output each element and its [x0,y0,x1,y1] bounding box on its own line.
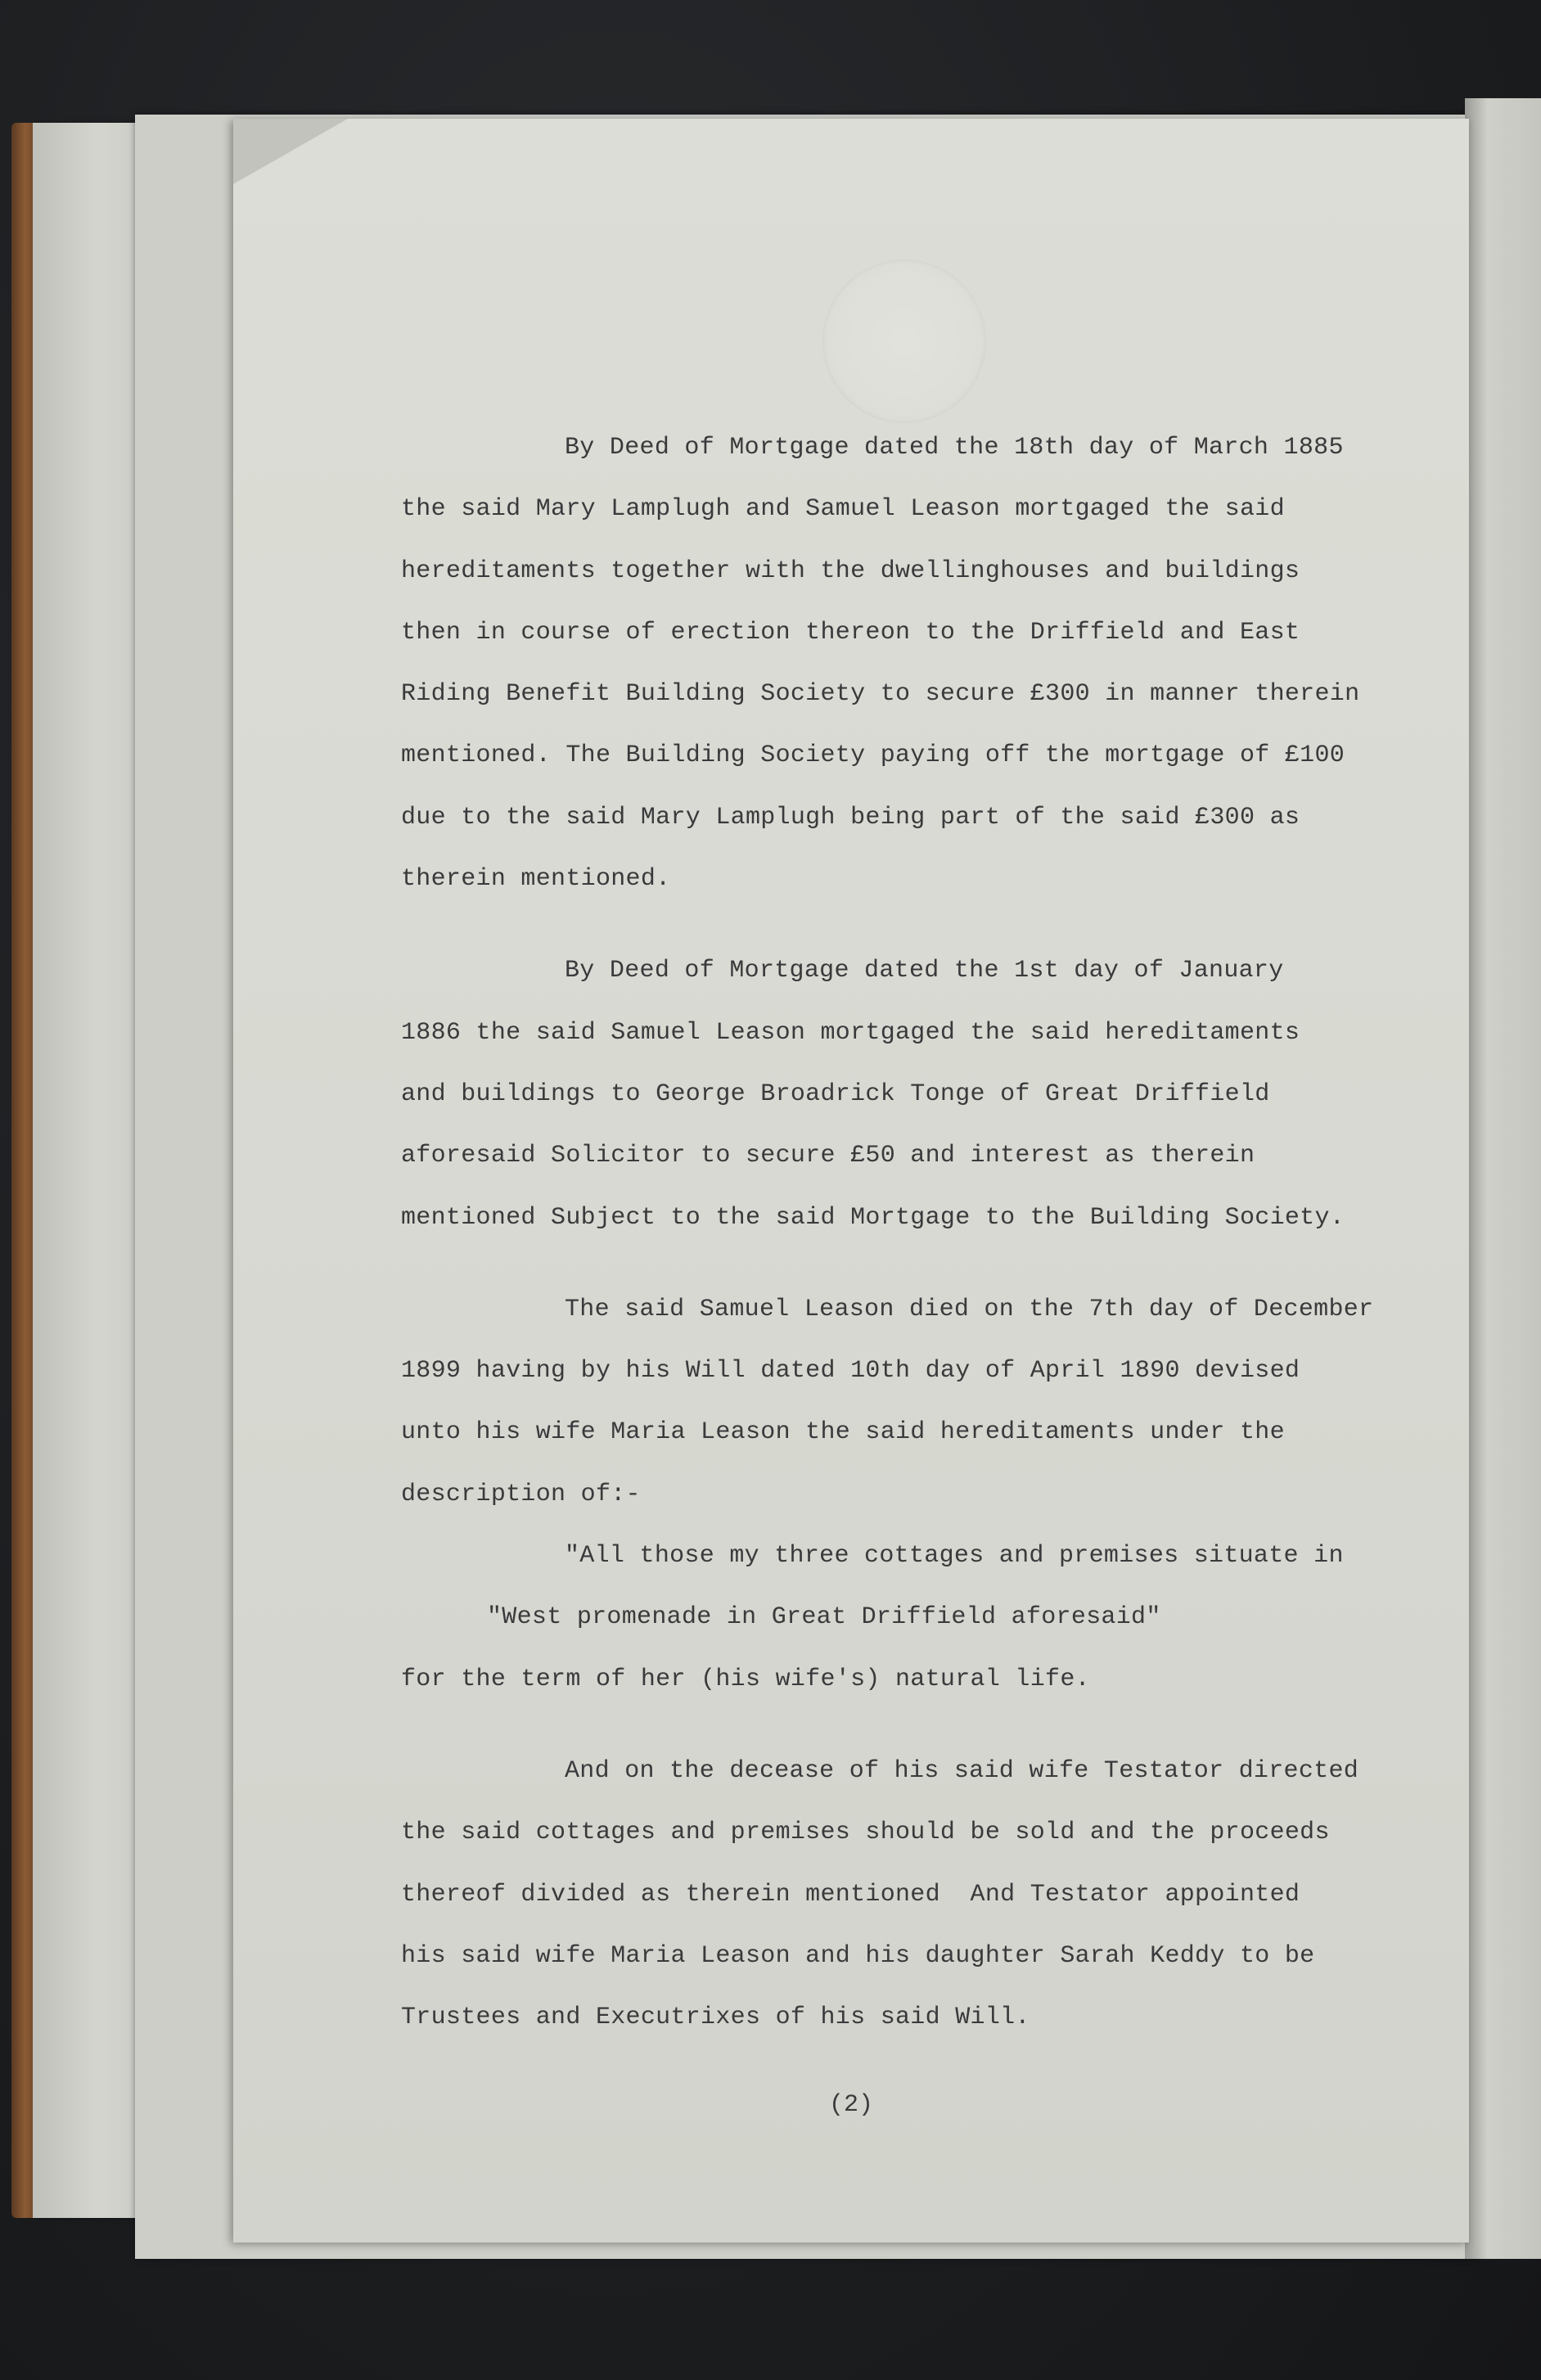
text-line: the said cottages and premises should be sold and the proceeds [401,1819,1330,1847]
text-line: his said wife Maria Leason and his daughter Sarah Keddy to be [401,1941,1315,1970]
text-line: the said Mary Lamplugh and Samuel Leason mortgaged the said [401,495,1285,524]
paragraph-gap [401,910,1457,940]
text-line: By Deed of Mortgage dated the 18th day of March 1885 [565,434,1344,462]
document-page [233,119,1469,2243]
folded-corner [233,119,348,184]
embossed-seal-icon [822,259,986,423]
document-body [401,417,1457,2049]
right-page-stack [1465,98,1541,2259]
text-line: 1886 the said Samuel Leason mortgaged the said hereditaments [401,1018,1300,1047]
text-line: aforesaid Solicitor to secure £50 and interest as therein [401,1142,1255,1170]
text-line: And on the decease of his said wife Testator directed [565,1756,1359,1785]
page-number: (2) [828,2091,873,2119]
text-line: mentioned Subject to the said Mortgage to the Building Society. [401,1203,1345,1232]
text-line: thereof divided as therein mentioned And Testator appointed [401,1880,1300,1909]
quoted-line: "All those my three cottages and premises situate in [565,1542,1344,1571]
text-line: unto his wife Maria Leason the said hereditaments under the [401,1418,1285,1447]
text-line: and buildings to George Broadrick Tonge of Great Driffield [401,1080,1270,1108]
text-line: Riding Benefit Building Society to secure £300 in manner therein [401,680,1360,709]
text-line: hereditaments together with the dwellinghouses and buildings [401,557,1300,585]
paragraph-gap [401,1711,1457,1741]
text-line: Trustees and Executrixes of his said Will. [401,2004,1030,2032]
text-line: description of:- [401,1480,641,1508]
text-line: for the term of her (his wife's) natural life. [401,1665,1090,1693]
text-line: 1899 having by his Will dated 10th day of April 1890 devised [401,1357,1300,1386]
text-line: mentioned. The Building Society paying off the mortgage of £100 [401,741,1345,770]
paragraph-gap [401,1249,1457,1279]
text-line: The said Samuel Leason died on the 7th day of December [565,1295,1374,1323]
text-line: due to the said Mary Lamplugh being part of the said £300 as [401,803,1300,832]
text-line: therein mentioned. [401,865,671,894]
quoted-line: "West promenade in Great Driffield aforesaid" [487,1603,1161,1632]
text-line: By Deed of Mortgage dated the 1st day of January [565,957,1284,985]
text-line: then in course of erection thereon to the Driffield and East [401,618,1300,647]
